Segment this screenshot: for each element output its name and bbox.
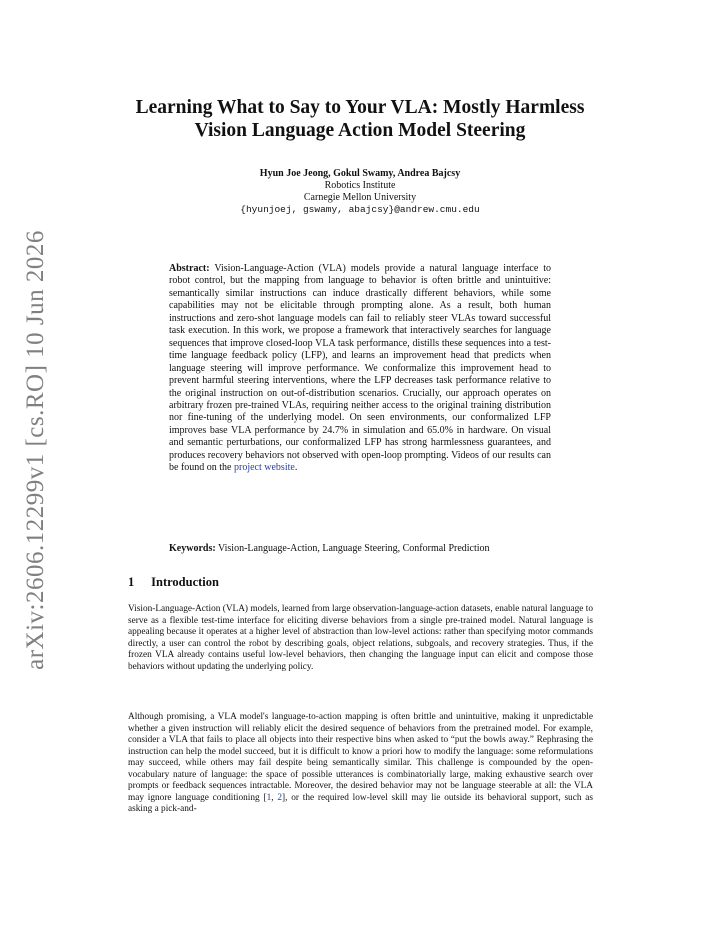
section-number: 1	[128, 575, 135, 589]
paper-title: Learning What to Say to Your VLA: Mostly Harmless Vision Language Action Model Steering	[135, 97, 585, 141]
affiliation-university: Carnegie Mellon University	[303, 192, 417, 203]
project-website-link[interactable]: project website	[234, 462, 295, 474]
abstract	[169, 263, 551, 475]
author-block	[130, 168, 590, 216]
citation-separator: ,	[271, 792, 278, 803]
keywords	[169, 543, 569, 555]
intro-paragraph-1: Vision-Language-Action (VLA) models, learned from large observation-language-action datasets, enable natural language to serve as a flexible test-time interface for eliciting diverse behaviors from a single pre-trained model. Natural language is appealing because it operates at a higher level of abstraction than low-level actions: rather than specifying motor commands directly, a user can control the robot by describing goals, object relations, subgoals, and recovery strategies. Thus, if the frozen VLA already contains useful low-level behaviors, then changing the language input can elicit and compose those behaviors without updating the underlying policy.	[128, 604, 593, 672]
affiliation-institute: Robotics Institute	[324, 180, 396, 191]
author-emails: {hyunjoej, gswamy, abajcsy}@andrew.cmu.edu	[240, 204, 480, 215]
arxiv-identifier: arXiv:2606.12299v1 [cs.RO] 10 Jun 2026	[22, 230, 49, 670]
keywords-text: Vision-Language-Action, Language Steering, Conformal Prediction	[218, 543, 490, 554]
abstract-label: Abstract:	[169, 263, 210, 274]
intro-paragraph-2-text-a: Although promising, a VLA model's language-to-action mapping is often brittle and unintuitive, making it unpredictable whether a given instruction will reliably elicit the desired sequence of behaviors from the pretrained model. For example, consider a VLA that fails to place all objects into their respective bins when asked to “put the bowls away.” Rephrasing the instruction can help the model succeed, but it is difficult to know a priori how to modify the language: some reformulations may succeed, while others may fail despite being semantically similar. This challenge is compounded by the open-vocabulary nature of language: the space of possible utterances is combinatorially large, making exhaustive search over prompts or feedback sequences intractable. Moreover, the desired behavior may not be language steerable at all: the VLA may ignore language conditioning [	[128, 712, 593, 803]
intro-paragraph-2	[128, 712, 593, 816]
author-names: Hyun Joe Jeong, Gokul Swamy, Andrea Bajcsy	[259, 168, 461, 179]
keywords-label: Keywords:	[169, 543, 216, 554]
intro-paragraph-2-text-b: ], or the required low-level skill may lie outside its behavioral support, such as asking a pick-and-	[128, 792, 594, 815]
citation-link-1[interactable]: 1	[266, 792, 272, 803]
section-heading	[128, 575, 219, 590]
section-title: Introduction	[151, 575, 219, 589]
abstract-text: Vision-Language-Action (VLA) models provide a natural language interface to robot control, but the mapping from language to behavior is often brittle and unintuitive: semantically similar instructions can induce drastically different behaviors, while some capabilities may not be elicitable through prompting alone. As a result, both human instructions and zero-shot language models can fail to reliably steer VLAs toward successful task execution. In this work, we propose a framework that interactively searches for language sequences that improve closed-loop VLA task performance, distills these sequences into a test-time language feedback policy (LFP), and learns an improvement head that predicts when language steering will improve performance. We conformalize this improvement head to prevent harmful steering interventions, where the LFP decreases task performance relative to the original instruction on out-of-distribution scenarios. Crucially, our approach operates on arbitrary frozen pre-trained VLAs, requiring neither access to the original training distribution nor fine-tuning of the underlying model. On seen environments, our conformalized LFP improves base VLA performance by 24.7% in simulation and 65.0% in hardware. On visual and semantic perturbations, our conformalized LFP has strong harmlessness guarantees, and produces recovery behaviors not observed with open-loop prompting. Videos of our results can be found on the	[169, 263, 551, 474]
abstract-end: .	[294, 462, 298, 474]
citation-link-2[interactable]: 2	[277, 792, 282, 803]
